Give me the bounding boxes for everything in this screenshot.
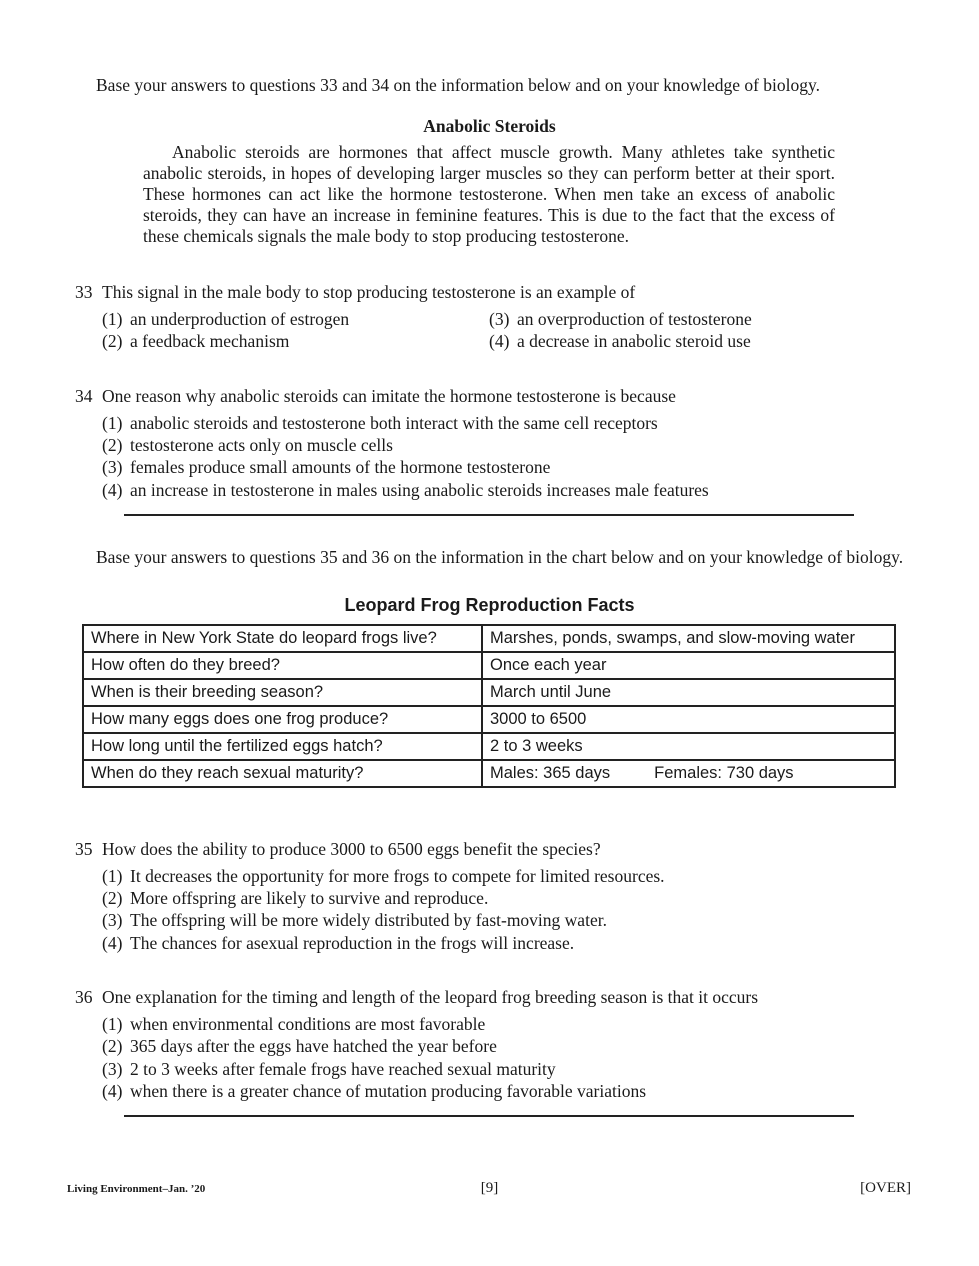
option-36-4[interactable]: (4) when there is a greater chance of mutation producing favorable variations bbox=[102, 1081, 647, 1101]
table-cell-question: How many eggs does one frog produce? bbox=[83, 706, 482, 733]
table-cell-answer bbox=[482, 760, 895, 787]
table-cell-answer: 2 to 3 weeks bbox=[482, 733, 895, 760]
table-row bbox=[83, 625, 895, 652]
option-34-3[interactable]: (3) females produce small amounts of the hormone testosterone bbox=[102, 457, 551, 477]
table-row bbox=[83, 733, 895, 760]
passage-text: Anabolic steroids are hormones that affect muscle growth. Many athletes take synthetic anabolic steroids, in hopes of developing larger muscles so they can perform better at their sport. These hormones can act like the hormone testosterone. When men take an excess of anabolic steroids, they can have an increase in feminine features. This is due to the fact that the excess of these chemicals signals the male body to stop producing testosterone. bbox=[143, 142, 835, 246]
table-title: Leopard Frog Reproduction Facts bbox=[344, 595, 635, 615]
question-35 bbox=[75, 838, 601, 860]
footer-over: [OVER] bbox=[860, 1180, 911, 1196]
table-cell-question: When is their breeding season? bbox=[83, 679, 482, 706]
option-36-1[interactable]: (1) when environmental conditions are most favorable bbox=[102, 1014, 486, 1034]
section-divider bbox=[124, 514, 854, 516]
question-text: One reason why anabolic steroids can imitate the hormone testosterone is because bbox=[102, 386, 676, 406]
females-maturity: Females: 730 days bbox=[654, 764, 794, 782]
option-35-1[interactable]: (1) It decreases the opportunity for more frogs to compete for limited resources. bbox=[102, 866, 665, 886]
option-33-4[interactable]: (4) a decrease in anabolic steroid use bbox=[489, 331, 751, 351]
table-cell-answer: March until June bbox=[482, 679, 895, 706]
table-row bbox=[83, 652, 895, 679]
table-cell-question: When do they reach sexual maturity? bbox=[83, 760, 482, 787]
question-text: How does the ability to produce 3000 to 6500 eggs benefit the species? bbox=[102, 839, 601, 859]
question-text: This signal in the male body to stop producing testosterone is an example of bbox=[102, 282, 636, 302]
table-cell-answer: 3000 to 6500 bbox=[482, 706, 895, 733]
option-34-4[interactable]: (4) an increase in testosterone in males using anabolic steroids increases male features bbox=[102, 480, 709, 500]
question-36 bbox=[75, 986, 758, 1008]
table-row bbox=[83, 706, 895, 733]
option-35-4[interactable]: (4) The chances for asexual reproduction in the frogs will increase. bbox=[102, 933, 575, 953]
question-number: 33 bbox=[75, 282, 93, 302]
section-divider bbox=[124, 1115, 854, 1117]
page-number: [9] bbox=[480, 1180, 499, 1196]
males-maturity: Males: 365 days bbox=[490, 764, 611, 782]
question-text: One explanation for the timing and length of the leopard frog breeding season is that it occurs bbox=[102, 987, 759, 1007]
section-intro-35-36: Base your answers to questions 35 and 36 on the information in the chart below and on your knowledge of biology. bbox=[96, 547, 904, 567]
question-number: 34 bbox=[75, 386, 93, 406]
table-row bbox=[83, 679, 895, 706]
footer-exam-name: Living Environment–Jan. ’20 bbox=[67, 1183, 206, 1195]
table-row bbox=[83, 760, 895, 787]
option-34-2[interactable]: (2) testosterone acts only on muscle cells bbox=[102, 435, 393, 455]
question-33 bbox=[75, 281, 635, 303]
option-35-3[interactable]: (3) The offspring will be more widely distributed by fast-moving water. bbox=[102, 910, 607, 930]
option-33-3[interactable]: (3) an overproduction of testosterone bbox=[489, 309, 752, 329]
option-36-3[interactable]: (3) 2 to 3 weeks after female frogs have reached sexual maturity bbox=[102, 1059, 556, 1079]
question-number: 36 bbox=[75, 987, 93, 1007]
option-33-1[interactable]: (1) an underproduction of estrogen bbox=[102, 309, 350, 329]
table-cell-question: How long until the fertilized eggs hatch? bbox=[83, 733, 482, 760]
option-33-2[interactable]: (2) a feedback mechanism bbox=[102, 331, 290, 351]
passage-title: Anabolic Steroids bbox=[423, 116, 556, 136]
table-cell-answer: Marshes, ponds, swamps, and slow-moving water bbox=[482, 625, 895, 652]
frog-facts-table bbox=[82, 624, 896, 788]
table-cell-answer: Once each year bbox=[482, 652, 895, 679]
question-number: 35 bbox=[75, 839, 93, 859]
option-34-1[interactable]: (1) anabolic steroids and testosterone both interact with the same cell receptors bbox=[102, 413, 658, 433]
option-35-2[interactable]: (2) More offspring are likely to survive and reproduce. bbox=[102, 888, 489, 908]
section-intro-33-34: Base your answers to questions 33 and 34 on the information below and on your knowledge of biology. bbox=[96, 75, 821, 95]
option-36-2[interactable]: (2) 365 days after the eggs have hatched the year before bbox=[102, 1036, 497, 1056]
question-34 bbox=[75, 385, 676, 407]
table-cell-question: Where in New York State do leopard frogs live? bbox=[83, 625, 482, 652]
table-cell-question: How often do they breed? bbox=[83, 652, 482, 679]
